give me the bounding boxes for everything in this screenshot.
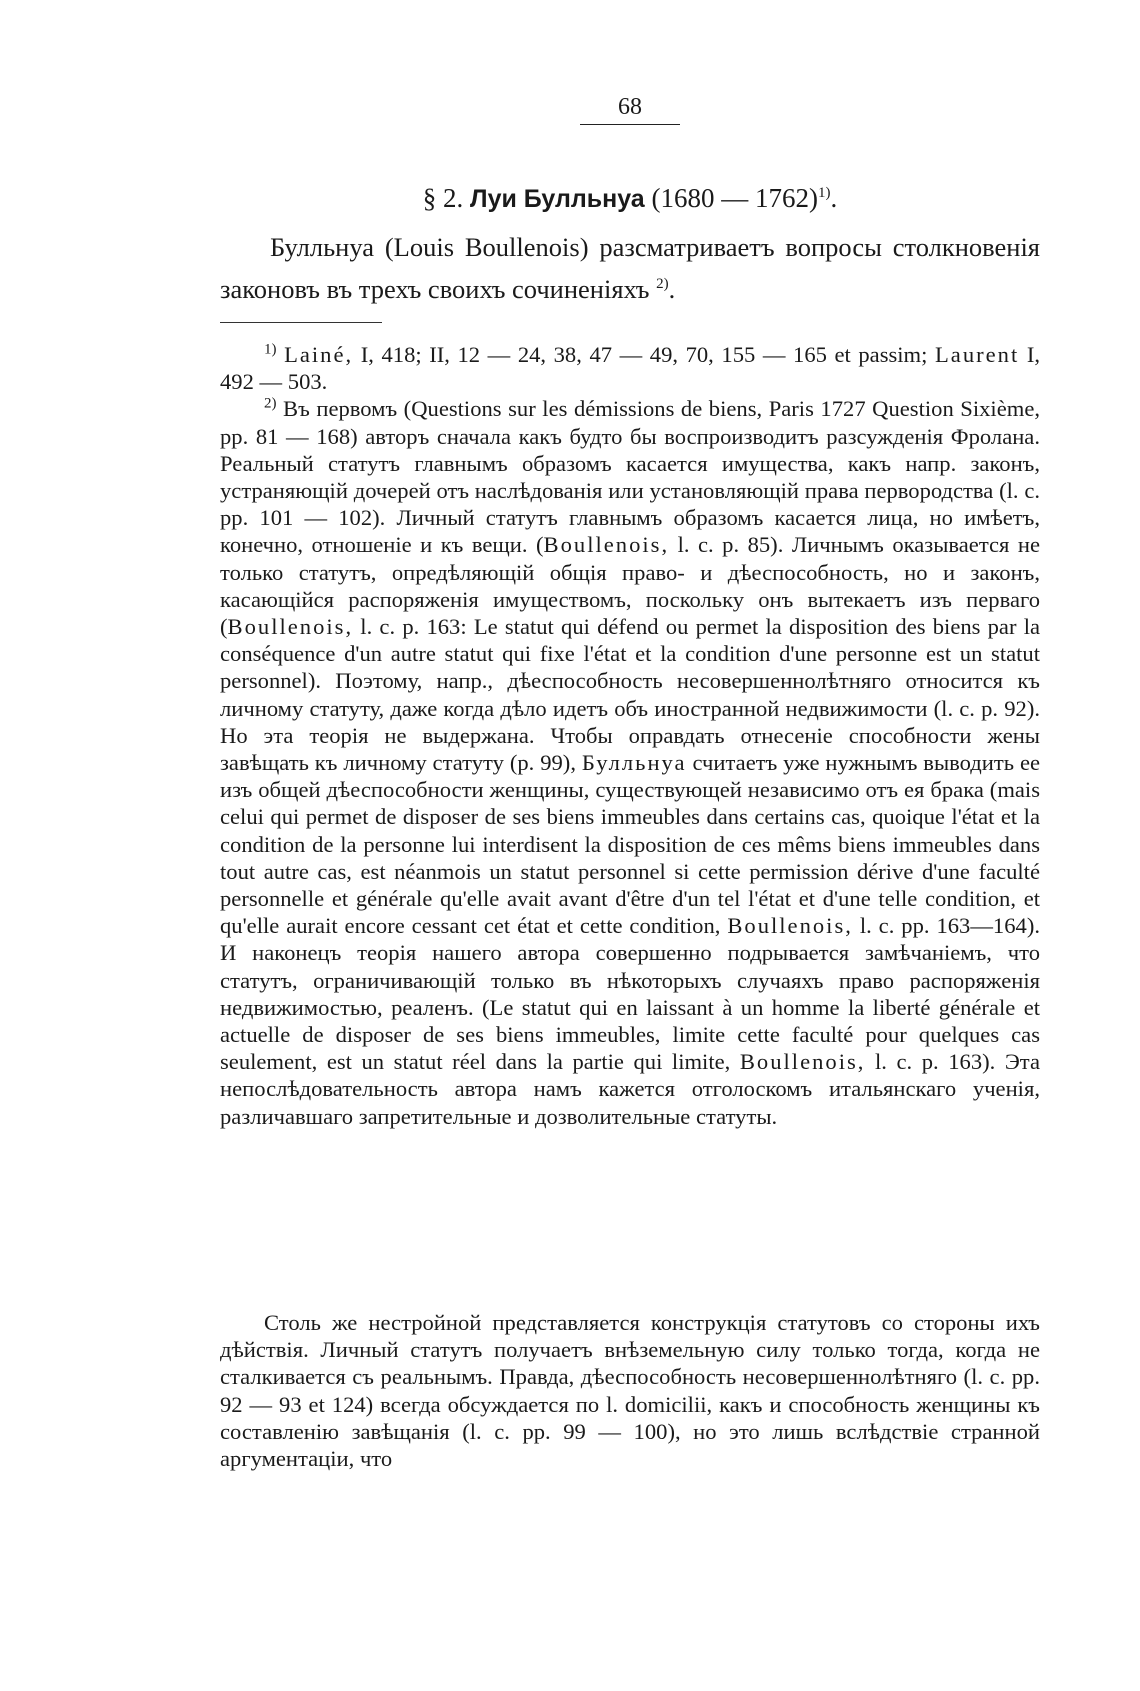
footnote-2 xyxy=(220,395,1040,1129)
page-number: 68 xyxy=(618,94,642,120)
footnote-2-seg-c: l. c. p. 163: Le statut qui défend ou permet la disposition des biens par la conséquence d'un autre statut qui fixe l'état et la condition d'une personne est un statut personnel). Поэтому, напр., дѣеспособность несовершеннолѣтняго относится къ личному статуту, даже когда дѣло идетъ объ иностранной недвижимости (l. c. p. 92). Но эта теорія не выдержана. Чтобы оправдать отнесеніе способности жены завѣщать къ личному статуту (p. 99), xyxy=(220,614,1040,776)
section-heading xyxy=(220,180,1040,217)
footnote-2-name-3: Булльнуа xyxy=(581,750,687,776)
footnote-1-author-1: Lainé, xyxy=(284,342,354,367)
footnote-2-seg-e: l. c. pp. 163—164). И наконецъ теорія нашего автора совершенно подрывается замѣчаніемъ, что статутъ, ограничивающій только въ нѣкоторыхъ случаяхъ право распоряженія недвижимостью, реаленъ. (Le statut qui en laissant à un homme la liberté générale et actuelle de disposer de ses biens immeubles, limite cette faculté pour quelques cas seulement, est un statut réel dans la partie qui limite, xyxy=(220,913,1040,1075)
footnote-1-refs-1: I, 418; II, 12 — 24, 38, 47 — 49, 70, 155 — 165 et passim; xyxy=(353,342,935,367)
intro-text: Булльнуа (Louis Boullenois) разсматриваетъ вопросы столкновенія законовъ въ трехъ своихъ сочиненіяхъ xyxy=(220,232,1040,304)
footnote-2-seg-f: l. c. p. 163). Эта непослѣдовательность автора намъ кажется отголоскомъ итальянскаго ученія, различавшаго запретительные и дозволительные статуты. xyxy=(220,1049,1040,1129)
intro-end: . xyxy=(668,274,676,304)
footnote-1-refs-2: I, 492 — 503. xyxy=(220,342,1040,395)
heading-footnote-ref: 1) xyxy=(817,185,831,201)
footnote-separator xyxy=(220,322,382,323)
intro-paragraph xyxy=(220,226,1040,310)
section-mark: § 2. xyxy=(422,183,464,213)
page-number-block xyxy=(580,92,680,125)
continuation-paragraph: Столь же нестройной представляется конструкція статутовъ со стороны ихъ дѣйствія. Личный статутъ получаетъ внѣземельную силу только тогда, когда не сталкивается съ реальнымъ. Правда, дѣеспособность несовершеннолѣтняго (l. c. pp. 92 — 93 et 124) всегда обсуждается по l. domicilii, какъ и способность женщины къ составленію завѣщанія (l. c. pp. 99 — 100), но это лишь вслѣдствіе странной аргументаціи, что xyxy=(220,1310,1040,1472)
footnote-1 xyxy=(220,341,1040,395)
footnote-2-name-4: Boullenois, xyxy=(727,913,853,939)
heading-end: . xyxy=(830,183,838,213)
footnote-2-seg-d: считаетъ уже нужнымъ выводить ее изъ общей дѣеспособности женщины, существующей независимо отъ ея брака (mais celui qui permet de disposer de ses biens immeubles dans certains cas, quoique l'état et la condition de la personne lui interdisent la disposition de ces mêms biens immeubles dans tout autre cas, est néanmois un statut personnel si cette permission dérive d'une faculté personnelle et générale qu'elle avait avant d'être d'un tel l'état et d'une telle condition, et qu'elle aurait encore cessant cet état et cette condition, xyxy=(220,750,1041,939)
footnote-2-name-1: Boullenois, xyxy=(543,532,670,558)
footnote-1-marker: 1) xyxy=(264,341,277,358)
footnote-2-name-2: Boullenois, xyxy=(227,614,354,640)
page-number-rule xyxy=(580,124,680,125)
footnote-2-marker: 2) xyxy=(264,395,277,412)
section-dates: (1680 — 1762) xyxy=(651,183,818,213)
footnote-2-name-5: Boullenois, xyxy=(739,1049,866,1075)
section-title-name: Луи Булльнуа xyxy=(470,185,645,213)
footnote-2-seg-b: l. c. p. 85). Личнымъ оказывается не только статутъ, опредѣляющій общія право- и дѣеспособность, но и законъ, касающійся распоряженія имуществомъ, поскольку онъ вытекаетъ изъ перваго ( xyxy=(220,532,1040,640)
intro-footnote-ref: 2) xyxy=(656,276,669,293)
footnote-1-author-2: Laurent xyxy=(934,342,1020,367)
footnotes xyxy=(220,341,1040,1130)
footnote-2-seg-a: Въ первомъ (Questions sur les démissions de biens, Paris 1727 Question Sixième, pp. 81 — 168) авторъ сначала какъ будто бы воспроизводитъ разсужденія Фролана. Реальный статутъ главнымъ образомъ касается имущества, какъ напр. законъ, устраняющій дочерей отъ наслѣдованія или установляющій права первородства (l. c. pp. 101 — 102). Личный статутъ главнымъ образомъ касается лица, но имѣетъ, конечно, отношеніе и къ вещи. ( xyxy=(220,396,1040,558)
